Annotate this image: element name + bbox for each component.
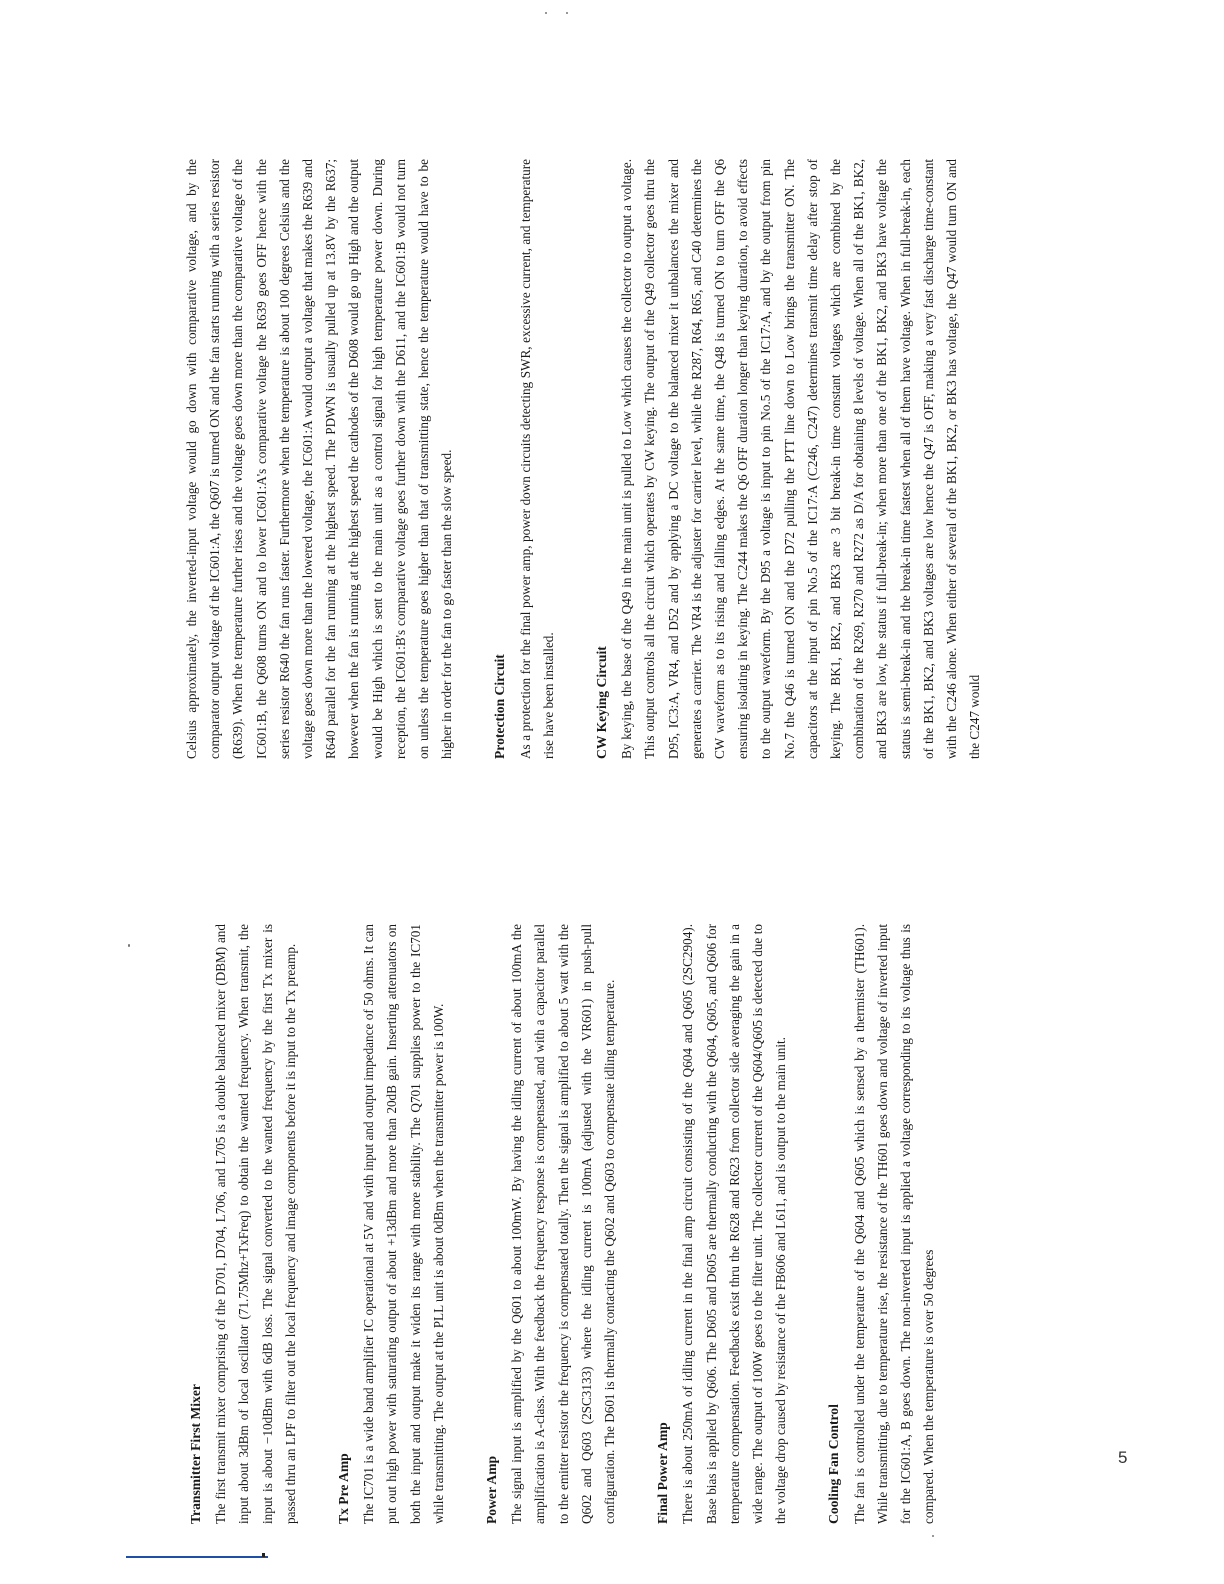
section-heading: Final Power Amp <box>655 1422 671 1524</box>
scan-artifact-line <box>126 1556 268 1558</box>
section-heading: Protection Circuit <box>492 654 508 759</box>
page-number: 5 <box>1118 1448 1128 1467</box>
right-column <box>180 159 1017 759</box>
section-power-amp <box>480 924 621 1524</box>
left-column <box>184 924 970 1524</box>
scan-speck <box>128 944 130 947</box>
section-fan-control-continued <box>180 159 458 759</box>
section-body: There is about 250mA of idling current in the final amp circuit consisting of the Q604 and Q605 (2SC2904). Base bias is applied by Q606. The D605 and D605 are thermally conducting with the Q604, Q605, and Q606 for temperature compensation. Feedbacks exist thru the R628 and R623 from collector side averaging the gain in a wide range. The output of 100W goes to the filter unit. The collector current of the Q604/Q605 is detected due to the voltage drop caused by resistance of the FB606 and L611, and is output to the main unit. <box>680 924 789 1524</box>
section-heading: CW Keying Circuit <box>594 646 610 759</box>
section-body: The fan is controlled under the temperature of the Q604 and Q605 which is sensed by a thermister (TH601). While transmitting, due to temperature rise, the resistance of the TH601 goes down and voltage of inverted input for the IC601:A, B goes down. The non-inverted input is applied a voltage corresponding to its voltage thus is compared. When the temperature is over 50 degrees <box>851 924 937 1524</box>
scan-speck <box>545 12 547 14</box>
section-heading: Power Amp <box>484 1455 500 1524</box>
section-heading: Transmitter First Mixer <box>188 1384 203 1524</box>
section-body: The first transmit mixer comprising of the D701, D704, L706, and L705 is a double balanced mixer (DBM) and input about 3dBm of local oscillator (71.75Mhz+TxFreq) to obtain the wanted frequency. When transmit, the input is about −10dBm with 6dB loss. The signal converted to the wanted frequency by the first Tx mixer is passed thru an LPF to filter out the local frequency and image components before it is input to the Tx preamp. <box>213 924 298 1524</box>
section-tx-first-mixer <box>184 924 302 1524</box>
scan-speck <box>566 12 568 14</box>
scan-artifact-dot <box>262 1553 265 1557</box>
section-final-power-amp <box>651 924 792 1524</box>
section-cw-keying-circuit <box>590 159 986 759</box>
section-cooling-fan-control <box>822 924 940 1524</box>
section-heading: Cooling Fan Control <box>826 1404 842 1524</box>
section-protection-circuit <box>488 159 560 759</box>
section-tx-pre-amp <box>332 924 450 1524</box>
section-body: The signal input is amplified by the Q601 to about 100mW. By having the idling current of about 100mA the amplification is A-class. With the feedback the frequency response is compensated, and with a capacitor parallel to the emitter resistor the frequency is compensated totally. Then the signal is amplified to about 5 watt with the Q602 and Q603 (2SC3133) where the idling current is 100mA (adjusted with the VR601) in push-pull configuration. The D601 is thermally contacting the Q602 and Q603 to compensate idling temperature. <box>509 924 618 1524</box>
section-body: As a protection for the final power amp, power down circuits detecting SWR, excessive current, and temperature rise have been installed. <box>517 159 556 759</box>
section-heading: Tx Pre Amp <box>336 1453 352 1524</box>
section-body: The IC701 is a wide band amplifier IC operational at 5V and with input and output impedance of 50 ohms. It can put out high power with saturating output of about +13dBm and more than 20dB gain. Inserting attenuators on both the input and output make it widen its range with more stability. The Q701 supplies power to the IC701 while transmitting. The output at the PLL unit is about 0dBm when the transmitter power is 100W. <box>361 924 446 1524</box>
section-body: By keying, the base of the Q49 in the main unit is pulled to Low which causes the collector to output a voltage. This output controls all the circuit which operates by CW keying. The output of the Q49 collector goes thru the D95, IC3:A, VR4, and D52 and by applying a DC voltage to the balanced mixer it unbalances the mixer and generates a carrier. The VR4 is the adjuster for carrier level, while the R287, R64, R65, and C40 determines the CW waveform as to its rising and falling edges. At the same time, the Q48 is turned ON to turn OFF the Q6 ensuring isolating in keying. The C244 makes the Q6 OFF duration longer than keying duration, to avoid effects to the output waveform. By the D95 a voltage is input to pin No.5 of the IC17:A, and by the output from pin No.7 the Q46 is turned ON and the D72 pulling the PTT line down to Low brings the transmitter ON. The capacitors at the input of pin No.5 of the IC17:A (C246, C247) determines transmit time delay after stop of keying. The BK1, BK2, and BK3 are 3 bit break-in time constant voltages which are combined by the combination of the R269, R270 and R272 as D/A for obtaining 8 levels of voltage. When all of the BK1, BK2, and BK3 are low, the status if full-break-in; when more than one of the BK1, BK2, and BK3 have voltage the status is semi-break-in and the break-in time fastest when all of them have voltage. When in full-break-in, each of the BK1, BK2, and BK3 voltages are low hence the Q47 is OFF, making a very fast discharge time-constant with the C246 alone. When either of several of the BK1, BK2, or BK3 has voltage, the Q47 would turn ON and the C247 would <box>619 159 983 759</box>
scan-speck <box>932 1535 934 1537</box>
section-body: Celsius approximately, the inverted-input voltage would go down with comparative voltage, and by the comparator output voltage of the IC601:A, the Q607 is turned ON and the fan starts running with a series resistor (R639). When the temperature further rises and the voltage goes down more than the comparative voltage of the IC601:B, the Q608 turns ON and to lower IC601:A's comparative voltage the R639 goes OFF hence with the series resistor R640 the fan runs faster. Furthermore when the temperature is about 100 degrees Celsius and the voltage goes down more than the lowered voltage, the IC601:A would output a voltage that makes the R639 and R640 parallel for the fan running at the highest speed. The PDWN is usually pulled up at 13.8V by the R637; however when the fan is running at the highest speed the cathodes of the D608 would go up High and the output would be High which is sent to the main unit as a control signal for high temperature power down. During reception, the IC601:B's comparative voltage goes further down with the D611, and the IC601:B would not turn on unless the temperature goes higher than that of transmitting state, hence the temperature would have to be higher in order for the fan to go faster than the slow speed. <box>184 159 455 759</box>
